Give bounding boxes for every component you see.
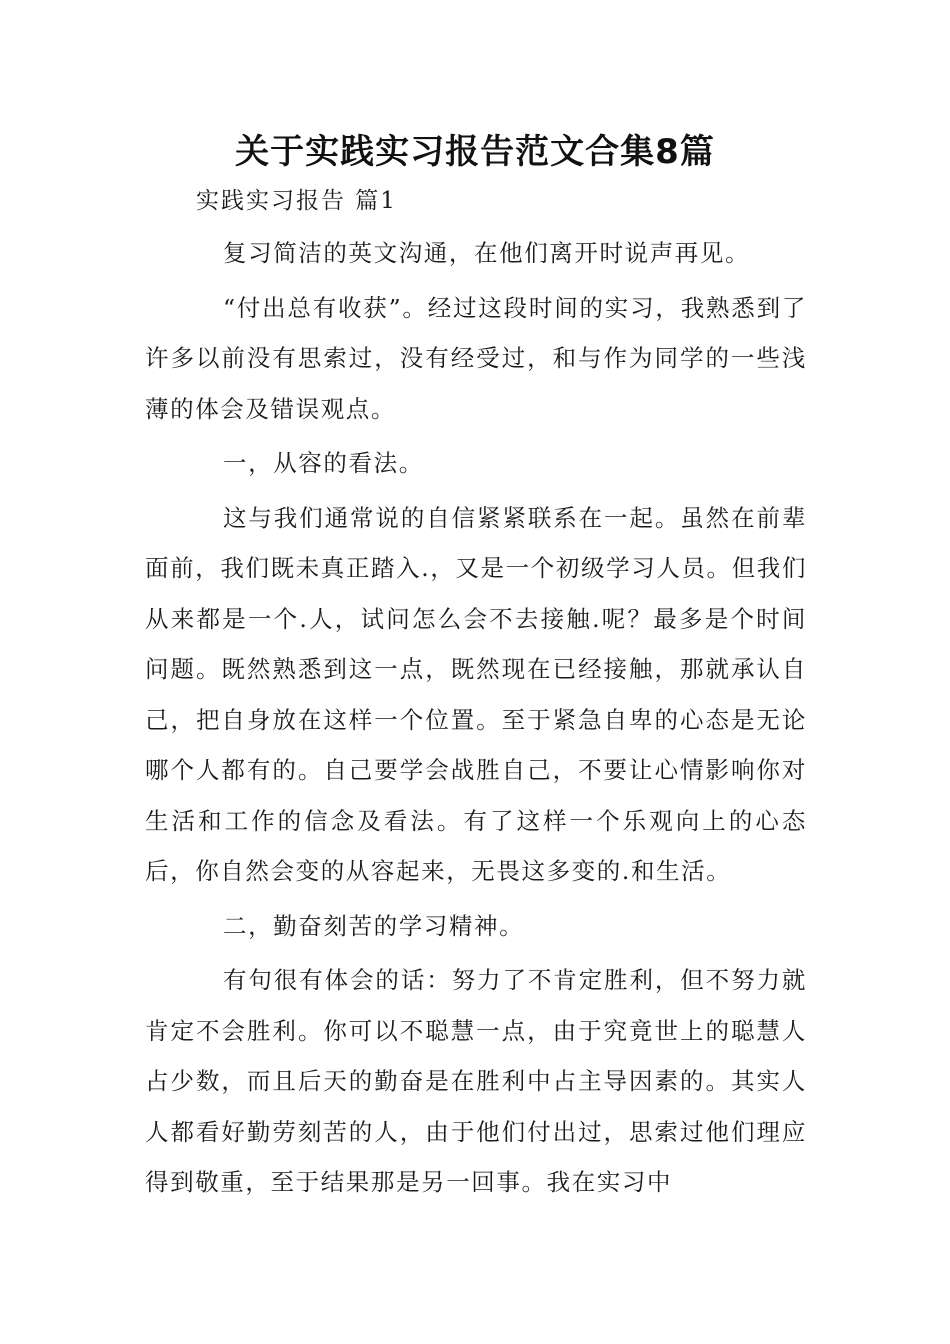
paragraph: 复习简洁的英文沟通，在他们离开时说声再见。 xyxy=(223,239,751,267)
document-title: 关于实践实习报告范文合集8篇 xyxy=(235,132,715,172)
paragraph: 一，从容的看法。 xyxy=(223,449,424,477)
document-body xyxy=(145,228,807,1208)
paragraph: 二，勤奋刻苦的学习精神。 xyxy=(223,911,525,940)
paragraph: 有句很有体会的话：努力了不肯定胜利，但不努力就肯定不会胜利。你可以不聪慧一点，由于究竟世上的聪慧人占少数，而且后天的勤奋是在胜利中占主导因素的。其实人人都看好勤劳刻苦的人，由于他们付出过，思索过他们理应得到敬重，至于结果那是另一回事。我在实习中 xyxy=(145,966,807,1196)
paragraph: 这与我们通常说的自信紧紧联系在一起。虽然在前辈面前，我们既未真正踏入.，又是一个初级学习人员。但我们从来都是一个.人，试问怎么会不去接触.呢？最多是个时间问题。既然熟悉到这一点，既然现在已经接触，那就承认自己，把自身放在这样一个位置。至于紧急自卑的心态是无论哪个人都有的。自己要学会战胜自己，不要让心情影响你对生活和工作的信念及看法。有了这样一个乐观向上的心态后，你自然会变的从容起来，无畏这多变的.和生活。 xyxy=(145,503,807,885)
section-heading: 实践实习报告 篇1 xyxy=(196,188,397,214)
paragraph: “付出总有收获”。经过这段时间的实习，我熟悉到了许多以前没有思索过，没有经受过，和与作为同学的一些浅薄的体会及错误观点。 xyxy=(145,293,807,423)
